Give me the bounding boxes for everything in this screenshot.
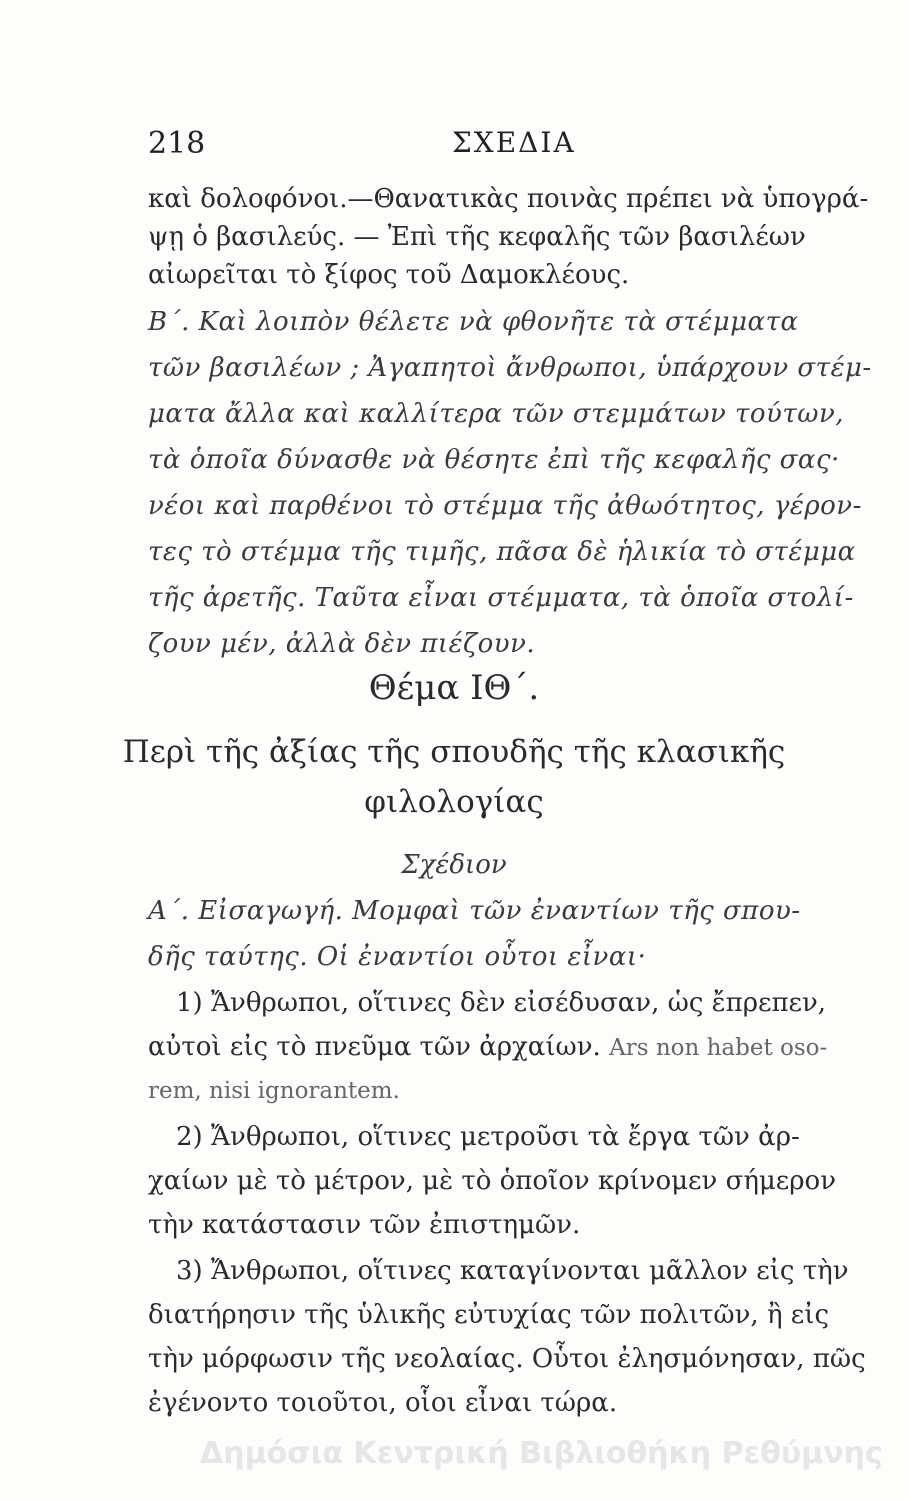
running-title: ΣΧΕΔΙΑ [452, 126, 576, 159]
section-b-line: ματα ἄλλα καὶ καλλίτερα τῶν στεμμάτων τούτων, [148, 399, 845, 429]
list-item-line: χαίων μὲ τὸ μέτρον, μὲ τὸ ὁποῖον κρίνομεν σήμερον [148, 1166, 837, 1196]
page-number: 218 [148, 126, 206, 161]
list-item-line: 3) Ἄνθρωποι, οἵτινες καταγίνονται μᾶλλον εἰς τὴν [176, 1256, 849, 1286]
list-item-line: ἐγένοντο τοιοῦτοι, οἷοι εἶναι τώρα. [148, 1388, 618, 1418]
section-b-line: ζουν μέν, ἀλλὰ δὲν πιέζουν. [148, 629, 536, 659]
latin-quote: Ars non habet oso- [609, 1035, 828, 1061]
schedion-label: Σχέδιον [401, 850, 507, 880]
paragraph-line: καὶ δολοφόνοι.—Θανατικὰς ποινὰς πρέπει νὰ ὑπογρά- [148, 184, 869, 214]
theme-subtitle-line: Περὶ τῆς ἀξίας τῆς σπουδῆς τῆς κλασικῆς [122, 734, 786, 770]
section-b-line: τῶν βασιλέων ; Ἀγαπητοὶ ἄνθρωποι, ὑπάρχουν στέμ- [148, 353, 872, 383]
section-b-line: τὰ ὁποῖα δύνασθε νὰ θέσητε ἐπὶ τῆς κεφαλῆς σας· [148, 445, 840, 475]
list-item-line: τὴν κατάστασιν τῶν ἐπιστημῶν. [148, 1210, 581, 1240]
theme-subtitle-line: φιλολογίας [364, 784, 544, 820]
paragraph-line: αἰωρεῖται τὸ ξίφος τοῦ Δαμοκλέους. [148, 260, 630, 290]
section-b-line: νέοι καὶ παρθένοι τὸ στέμμα τῆς ἀθωότητος, γέρον- [148, 491, 862, 521]
theme-heading: Θέμα ΙΘ΄. [368, 668, 540, 708]
list-item-line: διατήρησιν τῆς ὑλικῆς εὐτυχίας τῶν πολιτῶν, ἢ εἰς [148, 1300, 830, 1330]
list-item-text: αὐτοὶ εἰς τὸ πνεῦμα τῶν ἀρχαίων. [148, 1032, 601, 1062]
section-b-line: τῆς ἀρετῆς. Ταῦτα εἶναι στέμματα, τὰ ὁποῖα στολί- [148, 583, 854, 613]
library-watermark: Δημόσια Κεντρική Βιβλιοθήκη Ρεθύμνης [200, 1436, 883, 1471]
section-b-line: τες τὸ στέμμα τῆς τιμῆς, πᾶσα δὲ ἡλικία τὸ στέμμα [148, 537, 856, 567]
paragraph-line: ψῃ ὁ βασιλεύς. — Ἐπὶ τῆς κεφαλῆς τῶν βασιλέων [148, 222, 806, 252]
section-a-line: δῆς ταύτης. Οἱ ἐναντίοι οὗτοι εἶναι· [148, 942, 647, 972]
section-b-line: Β΄. Καὶ λοιπὸν θέλετε νὰ φθονῆτε τὰ στέμματα [148, 307, 799, 337]
list-item-line [148, 1030, 827, 1065]
list-item-line: 1) Ἄνθρωποι, οἵτινες δὲν εἰσέδυσαν, ὡς ἔπρεπεν, [176, 988, 827, 1018]
list-item-line: τὴν μόρφωσιν τῆς νεολαίας. Οὗτοι ἐλησμόνησαν, πῶς [148, 1344, 866, 1374]
latin-quote: rem, nisi ignorantem. [148, 1078, 400, 1104]
list-item-line: 2) Ἄνθρωποι, οἵτινες μετροῦσι τὰ ἔργα τῶν ἀρ- [176, 1122, 800, 1152]
section-a-line: Α΄. Εἰσαγωγή. Μομφαὶ τῶν ἐναντίων τῆς σπου- [148, 896, 801, 926]
